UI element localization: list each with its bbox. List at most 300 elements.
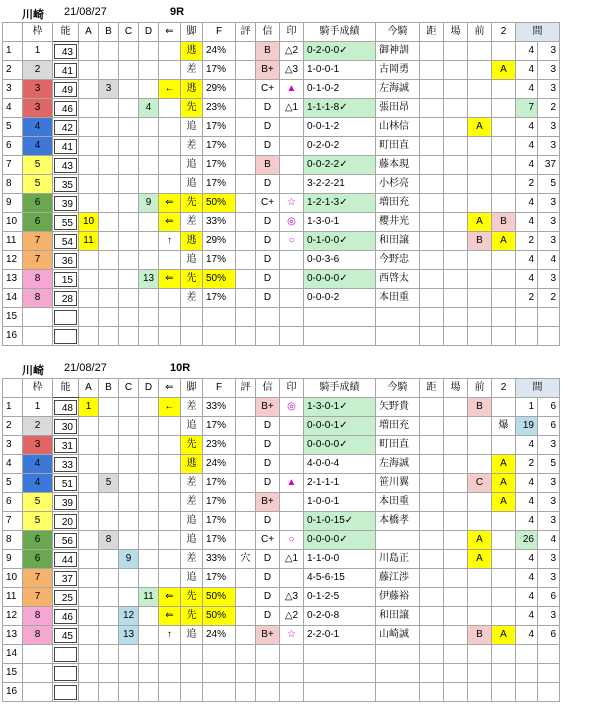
mark-d xyxy=(139,474,159,493)
confidence-cell: C+ xyxy=(256,80,280,99)
interval-2: 6 xyxy=(538,626,560,645)
arrow-cell xyxy=(159,683,181,702)
interval-1: 4 xyxy=(516,512,538,531)
jockey-name: 和田譲 xyxy=(376,607,420,626)
mark-b xyxy=(99,137,119,156)
distance-cell xyxy=(420,61,444,80)
table-row xyxy=(3,664,560,683)
rating-cell xyxy=(236,156,256,175)
rating-cell xyxy=(236,289,256,308)
style-cell: 追 xyxy=(181,626,203,645)
mark-c: 13 xyxy=(119,626,139,645)
prediction-mark: △1 xyxy=(280,550,304,569)
arrow-cell: ⇐ xyxy=(159,213,181,232)
table-row xyxy=(3,512,560,531)
jockey-record: 1-1-1-8✓ xyxy=(304,99,376,118)
waku-cell: 5 xyxy=(23,493,53,512)
jockey-name: 西啓太 xyxy=(376,270,420,289)
jockey-record: 2-2-0-1 xyxy=(304,626,376,645)
row-number: 10 xyxy=(3,213,23,232)
prediction-mark xyxy=(280,493,304,512)
ability-value: 36 xyxy=(54,253,77,268)
waku-cell: 4 xyxy=(23,474,53,493)
confidence-cell xyxy=(256,327,280,346)
row-number: 10 xyxy=(3,569,23,588)
mark-b xyxy=(99,194,119,213)
table-header-row xyxy=(3,23,560,42)
distance-cell xyxy=(420,436,444,455)
column-header: 2 xyxy=(492,379,516,398)
course-cell xyxy=(444,550,468,569)
column-header: 能 xyxy=(53,379,79,398)
mark-b xyxy=(99,251,119,270)
course-cell xyxy=(444,455,468,474)
style-cell: 差 xyxy=(181,213,203,232)
ability-cell xyxy=(53,232,79,251)
ability-value: 39 xyxy=(54,196,77,211)
style-cell: 追 xyxy=(181,118,203,137)
mark-c xyxy=(119,118,139,137)
f-rate-cell: 24% xyxy=(203,455,236,474)
rating-cell xyxy=(236,251,256,270)
arrow-cell xyxy=(159,327,181,346)
prediction-mark xyxy=(280,455,304,474)
mark-d xyxy=(139,80,159,99)
mark-c xyxy=(119,232,139,251)
mark-a xyxy=(79,474,99,493)
jockey-name: 藤江渉 xyxy=(376,569,420,588)
ability-value xyxy=(54,310,77,325)
course-cell xyxy=(444,327,468,346)
jockey-name: 左海誠 xyxy=(376,455,420,474)
interval-2: 3 xyxy=(538,61,560,80)
course-cell xyxy=(444,251,468,270)
interval-2: 3 xyxy=(538,270,560,289)
arrow-cell: ← xyxy=(159,80,181,99)
course-cell xyxy=(444,156,468,175)
mark-d xyxy=(139,645,159,664)
column-header: 今騎 xyxy=(376,379,420,398)
column-header: 枠 xyxy=(23,379,53,398)
mark-d xyxy=(139,664,159,683)
mark-a xyxy=(79,118,99,137)
jockey-record: 0-1-0-2 xyxy=(304,80,376,99)
interval-2: 6 xyxy=(538,417,560,436)
confidence-cell: D xyxy=(256,175,280,194)
course-cell xyxy=(444,99,468,118)
mark-a xyxy=(79,175,99,194)
race-header xyxy=(0,4,602,22)
f-rate-cell xyxy=(203,645,236,664)
mark-b xyxy=(99,550,119,569)
interval-1: 4 xyxy=(516,80,538,99)
interval-2: 6 xyxy=(538,588,560,607)
row-number: 6 xyxy=(3,493,23,512)
interval-1: 7 xyxy=(516,99,538,118)
ability-value: 49 xyxy=(54,82,77,97)
f-rate-cell: 50% xyxy=(203,194,236,213)
confidence-cell: D xyxy=(256,588,280,607)
mark-c xyxy=(119,588,139,607)
confidence-cell: D xyxy=(256,251,280,270)
waku-cell: 8 xyxy=(23,607,53,626)
mark-d xyxy=(139,626,159,645)
arrow-cell: ← xyxy=(159,398,181,417)
second-cell: A xyxy=(492,626,516,645)
column-header: 間 xyxy=(516,379,560,398)
table-row xyxy=(3,569,560,588)
second-cell: B xyxy=(492,213,516,232)
interval-1: 4 xyxy=(516,474,538,493)
jockey-record: 2-1-1-1 xyxy=(304,474,376,493)
f-rate-cell: 17% xyxy=(203,493,236,512)
ability-cell xyxy=(53,588,79,607)
arrow-cell: ⇐ xyxy=(159,607,181,626)
row-number: 5 xyxy=(3,118,23,137)
mark-b xyxy=(99,588,119,607)
interval-2: 3 xyxy=(538,512,560,531)
interval-2: 3 xyxy=(538,493,560,512)
course-cell xyxy=(444,42,468,61)
prediction-mark xyxy=(280,156,304,175)
mark-d xyxy=(139,61,159,80)
f-rate-cell: 33% xyxy=(203,213,236,232)
distance-cell xyxy=(420,308,444,327)
row-number: 11 xyxy=(3,232,23,251)
mark-b xyxy=(99,417,119,436)
ability-value: 54 xyxy=(54,234,77,249)
mark-b xyxy=(99,289,119,308)
style-cell: 先 xyxy=(181,270,203,289)
row-number: 8 xyxy=(3,175,23,194)
course-cell xyxy=(444,417,468,436)
table-row xyxy=(3,156,560,175)
prediction-mark xyxy=(280,569,304,588)
course-cell xyxy=(444,626,468,645)
distance-cell xyxy=(420,550,444,569)
second-cell xyxy=(492,569,516,588)
row-number: 13 xyxy=(3,626,23,645)
ability-value: 28 xyxy=(54,291,77,306)
ability-cell xyxy=(53,213,79,232)
rating-cell xyxy=(236,137,256,156)
rating-cell xyxy=(236,175,256,194)
mark-b xyxy=(99,512,119,531)
ability-value: 35 xyxy=(54,177,77,192)
arrow-cell xyxy=(159,531,181,550)
race-sheet-10R xyxy=(0,360,602,710)
mark-b xyxy=(99,626,119,645)
ability-cell xyxy=(53,289,79,308)
f-rate-cell: 23% xyxy=(203,436,236,455)
ability-value: 37 xyxy=(54,571,77,586)
mark-d: 9 xyxy=(139,194,159,213)
prediction-mark xyxy=(280,436,304,455)
waku-cell xyxy=(23,327,53,346)
jockey-record: 0-2-0-2 xyxy=(304,137,376,156)
waku-cell: 6 xyxy=(23,550,53,569)
ability-value: 56 xyxy=(54,533,77,548)
mark-c xyxy=(119,531,139,550)
prediction-mark: ☆ xyxy=(280,626,304,645)
f-rate-cell xyxy=(203,683,236,702)
waku-cell: 4 xyxy=(23,118,53,137)
confidence-cell: D xyxy=(256,99,280,118)
mark-d xyxy=(139,607,159,626)
prev-cell xyxy=(468,137,492,156)
column-header: 場 xyxy=(444,379,468,398)
interval-1 xyxy=(516,645,538,664)
race-table xyxy=(2,22,560,346)
interval-2: 6 xyxy=(538,398,560,417)
jockey-name: 川島正 xyxy=(376,550,420,569)
ability-value: 43 xyxy=(54,44,77,59)
distance-cell xyxy=(420,588,444,607)
mark-b: 5 xyxy=(99,474,119,493)
jockey-name: 和田譲 xyxy=(376,232,420,251)
arrow-cell: ⇐ xyxy=(159,194,181,213)
jockey-record: 1-3-0-1 xyxy=(304,213,376,232)
distance-cell xyxy=(420,327,444,346)
mark-b xyxy=(99,156,119,175)
mark-d xyxy=(139,289,159,308)
jockey-name: 櫻井光 xyxy=(376,213,420,232)
confidence-cell: C+ xyxy=(256,194,280,213)
mark-a xyxy=(79,683,99,702)
column-header: D xyxy=(139,23,159,42)
column-header: D xyxy=(139,379,159,398)
arrow-cell xyxy=(159,645,181,664)
mark-c xyxy=(119,664,139,683)
style-cell: 追 xyxy=(181,569,203,588)
confidence-cell: B+ xyxy=(256,626,280,645)
jockey-record: 4-0-0-4 xyxy=(304,455,376,474)
prev-cell xyxy=(468,436,492,455)
rating-cell xyxy=(236,607,256,626)
mark-a xyxy=(79,61,99,80)
mark-d xyxy=(139,308,159,327)
mark-c xyxy=(119,270,139,289)
distance-cell xyxy=(420,531,444,550)
interval-1 xyxy=(516,683,538,702)
style-cell xyxy=(181,645,203,664)
style-cell: 差 xyxy=(181,550,203,569)
mark-c: 12 xyxy=(119,607,139,626)
second-cell: A xyxy=(492,61,516,80)
interval-1: 4 xyxy=(516,626,538,645)
ability-value: 46 xyxy=(54,609,77,624)
style-cell: 追 xyxy=(181,531,203,550)
waku-cell: 3 xyxy=(23,99,53,118)
ability-cell xyxy=(53,42,79,61)
mark-d xyxy=(139,493,159,512)
interval-1 xyxy=(516,327,538,346)
second-cell xyxy=(492,289,516,308)
waku-cell: 6 xyxy=(23,213,53,232)
interval-2 xyxy=(538,683,560,702)
ability-value: 43 xyxy=(54,158,77,173)
ability-cell xyxy=(53,118,79,137)
mark-c xyxy=(119,99,139,118)
course-cell xyxy=(444,493,468,512)
prediction-mark xyxy=(280,683,304,702)
interval-1: 4 xyxy=(516,588,538,607)
mark-b: 8 xyxy=(99,531,119,550)
confidence-cell: B xyxy=(256,156,280,175)
course-cell xyxy=(444,398,468,417)
jockey-name xyxy=(376,327,420,346)
distance-cell xyxy=(420,455,444,474)
mark-d: 4 xyxy=(139,99,159,118)
confidence-cell: D xyxy=(256,417,280,436)
column-header: 印 xyxy=(280,23,304,42)
waku-cell: 2 xyxy=(23,417,53,436)
prev-cell: A xyxy=(468,213,492,232)
jockey-record: 0-0-0-1✓ xyxy=(304,417,376,436)
style-cell: 差 xyxy=(181,398,203,417)
prev-cell xyxy=(468,251,492,270)
waku-cell: 8 xyxy=(23,626,53,645)
distance-cell xyxy=(420,683,444,702)
interval-1: 4 xyxy=(516,270,538,289)
mark-a xyxy=(79,531,99,550)
table-row xyxy=(3,645,560,664)
mark-a xyxy=(79,137,99,156)
jockey-record xyxy=(304,683,376,702)
distance-cell xyxy=(420,156,444,175)
f-rate-cell: 17% xyxy=(203,118,236,137)
distance-cell xyxy=(420,232,444,251)
course-cell xyxy=(444,588,468,607)
ability-value: 25 xyxy=(54,590,77,605)
mark-b xyxy=(99,118,119,137)
jockey-name xyxy=(376,645,420,664)
ability-value: 42 xyxy=(54,120,77,135)
interval-2 xyxy=(538,308,560,327)
mark-b xyxy=(99,308,119,327)
interval-1: 4 xyxy=(516,42,538,61)
prediction-mark: ◎ xyxy=(280,213,304,232)
confidence-cell: D xyxy=(256,455,280,474)
style-cell: 差 xyxy=(181,474,203,493)
row-number: 3 xyxy=(3,80,23,99)
waku-cell: 5 xyxy=(23,156,53,175)
f-rate-cell: 17% xyxy=(203,417,236,436)
column-header: 今騎 xyxy=(376,23,420,42)
waku-cell: 7 xyxy=(23,232,53,251)
mark-c xyxy=(119,455,139,474)
race-date: 21/08/27 xyxy=(64,362,107,374)
second-cell xyxy=(492,531,516,550)
jockey-name: 山崎誠 xyxy=(376,626,420,645)
arrow-cell xyxy=(159,569,181,588)
jockey-record: 0-1-0-15✓ xyxy=(304,512,376,531)
second-cell xyxy=(492,308,516,327)
second-cell xyxy=(492,550,516,569)
interval-1: 4 xyxy=(516,251,538,270)
style-cell: 先 xyxy=(181,588,203,607)
mark-a xyxy=(79,289,99,308)
ability-cell xyxy=(53,137,79,156)
row-number: 7 xyxy=(3,512,23,531)
ability-value xyxy=(54,666,77,681)
second-cell xyxy=(492,607,516,626)
mark-a xyxy=(79,588,99,607)
prediction-mark: △3 xyxy=(280,61,304,80)
row-number: 1 xyxy=(3,42,23,61)
rating-cell xyxy=(236,531,256,550)
column-header: B xyxy=(99,379,119,398)
arrow-cell: ↑ xyxy=(159,232,181,251)
mark-a xyxy=(79,569,99,588)
interval-1: 2 xyxy=(516,232,538,251)
interval-2: 5 xyxy=(538,455,560,474)
distance-cell xyxy=(420,569,444,588)
style-cell: 逃 xyxy=(181,232,203,251)
waku-cell xyxy=(23,664,53,683)
prev-cell: A xyxy=(468,550,492,569)
distance-cell xyxy=(420,474,444,493)
second-cell: A xyxy=(492,474,516,493)
jockey-record: 0-0-0-0✓ xyxy=(304,436,376,455)
second-cell: 爆 xyxy=(492,417,516,436)
distance-cell xyxy=(420,626,444,645)
table-row xyxy=(3,137,560,156)
column-header: 前 xyxy=(468,379,492,398)
mark-c xyxy=(119,137,139,156)
arrow-cell xyxy=(159,42,181,61)
column-header xyxy=(3,379,23,398)
jockey-name: 増田充 xyxy=(376,194,420,213)
mark-c xyxy=(119,194,139,213)
mark-d xyxy=(139,232,159,251)
course-cell xyxy=(444,569,468,588)
distance-cell xyxy=(420,251,444,270)
course-cell xyxy=(444,232,468,251)
f-rate-cell: 17% xyxy=(203,289,236,308)
waku-cell xyxy=(23,645,53,664)
mark-d: 11 xyxy=(139,588,159,607)
interval-2: 3 xyxy=(538,137,560,156)
ability-value: 44 xyxy=(54,552,77,567)
rating-cell xyxy=(236,626,256,645)
ability-cell xyxy=(53,474,79,493)
row-number: 1 xyxy=(3,398,23,417)
arrow-cell xyxy=(159,417,181,436)
jockey-record: 1-1-0-0 xyxy=(304,550,376,569)
ability-cell xyxy=(53,308,79,327)
prev-cell xyxy=(468,512,492,531)
second-cell xyxy=(492,251,516,270)
interval-2: 3 xyxy=(538,118,560,137)
jockey-record: 1-0-0-1 xyxy=(304,493,376,512)
mark-d xyxy=(139,118,159,137)
mark-a: 10 xyxy=(79,213,99,232)
table-row xyxy=(3,99,560,118)
prediction-mark xyxy=(280,645,304,664)
confidence-cell: D xyxy=(256,474,280,493)
jockey-name: 藤本現 xyxy=(376,156,420,175)
rating-cell xyxy=(236,213,256,232)
f-rate-cell xyxy=(203,308,236,327)
mark-b xyxy=(99,683,119,702)
second-cell xyxy=(492,194,516,213)
rating-cell xyxy=(236,61,256,80)
row-number: 8 xyxy=(3,531,23,550)
prev-cell xyxy=(468,80,492,99)
jockey-record xyxy=(304,664,376,683)
arrow-cell xyxy=(159,118,181,137)
